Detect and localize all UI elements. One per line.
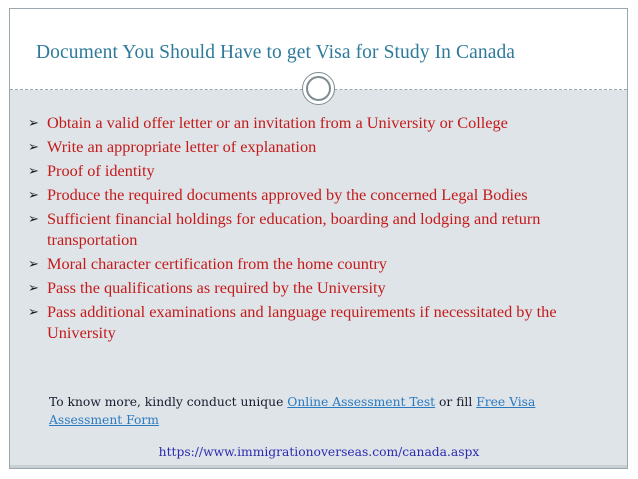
list-item-text: Moral character certification from the home country <box>47 254 387 273</box>
arrowhead-bullet-icon: ➢ <box>28 305 39 320</box>
circle-ornament-inner <box>306 76 331 101</box>
list-item <box>28 253 608 274</box>
online-assessment-test-link[interactable]: Online Assessment Test <box>287 395 436 409</box>
arrowhead-bullet-icon: ➢ <box>28 188 39 203</box>
arrowhead-bullet-icon: ➢ <box>28 140 39 155</box>
more-info-middle: or fill <box>435 395 477 409</box>
site-url-text: https://www.immigrationoverseas.com/canada.aspx <box>158 445 480 459</box>
list-item-text: Proof of identity <box>47 161 155 180</box>
list-item-text: Pass additional examinations and language requirements if necessitated by the University <box>47 302 557 342</box>
slide-title: Document You Should Have to get Visa for Study In Canada <box>36 42 516 63</box>
more-info-text <box>49 393 609 429</box>
list-item <box>28 112 608 133</box>
list-item <box>28 208 608 250</box>
list-item-text: Write an appropriate letter of explanation <box>47 137 317 156</box>
list-item-text: Obtain a valid offer letter or an invitation from a University or College <box>47 113 508 132</box>
circle-ornament-icon <box>302 72 335 105</box>
arrowhead-bullet-icon: ➢ <box>28 212 39 227</box>
requirements-list <box>28 112 608 346</box>
list-item <box>28 136 608 157</box>
list-item <box>28 184 608 205</box>
list-item-text: Sufficient financial holdings for education, boarding and lodging and return transportation <box>47 209 541 249</box>
list-item <box>28 160 608 181</box>
arrowhead-bullet-icon: ➢ <box>28 257 39 272</box>
list-item-text: Produce the required documents approved by the concerned Legal Bodies <box>47 185 528 204</box>
list-item <box>28 301 608 343</box>
arrowhead-bullet-icon: ➢ <box>28 164 39 179</box>
arrowhead-bullet-icon: ➢ <box>28 281 39 296</box>
arrowhead-bullet-icon: ➢ <box>28 116 39 131</box>
footer-bar <box>10 465 627 468</box>
list-item-text: Pass the qualifications as required by the University <box>47 278 386 297</box>
more-info-prefix: To know more, kindly conduct unique <box>49 395 288 409</box>
free-visa-assessment-form-link[interactable]: Free Visa Assessment Form <box>49 395 536 427</box>
list-item <box>28 277 608 298</box>
